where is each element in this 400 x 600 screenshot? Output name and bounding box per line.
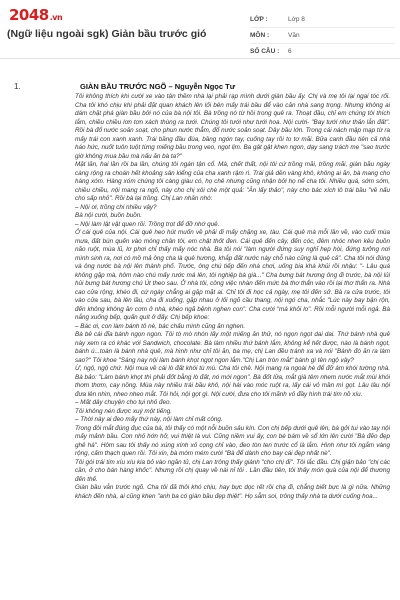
story-paragraph: – Nội ơi, trồng chi nhiều vậy? [75, 203, 157, 211]
document-header [0, 0, 400, 59]
story-paragraph: Mặt lăn, hai lần rồi ba lần, chúng tôi ngán tận cổ. Mà, chết thất, nội tôi cứ trồng mãi, trồng mãi, giàn bầu ngày càng rộng ra choán hết khoảng sân kiểng của cha xanh rậm rì. Trái giả dền vàng khô, không ai ăn, bà mang cho hàng xóm. Hàng xóm chúng tôi càng giàu có, họ chê nhưng cũng nhận bởi họ nể cha tôi. Nhiều quá, sớm sớm, chiều chiều, nội mang ra ngõ, này cho chị xôi chè một quả: "Ăn lấy thảo", này cho bác xích lô trái bầu "về nấu cho sấp nhỏ". Rồi bà lại trồng. Chị Lan nhăn nhó: [75, 161, 390, 202]
page-title: (Ngữ liệu ngoài sgk) Giản bầu trước gió [7, 28, 207, 40]
meta-key: SỐ CÂU : [250, 48, 280, 55]
meta-row-class [250, 12, 395, 28]
meta-value: Văn [288, 32, 300, 39]
story-paragraph: Bà bê cái đĩa bánh ngọn ngon. Tôi tò mò nhón lấy một miếng ăn thử, nó ngọn ngọt dai dai. Thứ bánh nhà quê này xem ra có khác với Sandwich, chocolate. Bà làm nhiều thứ bánh lắm, không kể hết được, nào là bánh ngọt, bánh ú...toàn là bánh nhà quê, mà hình như chỉ tôi ăn, ba mẹ, chị Lan đều tránh xa và nói "Bánh đó ăn ra làm sao?" Tôi khoe "Sáng nay nội làm bánh khọt ngọt ngon lắm."Chị Lan tròn mắt" bánh gì tên ngộ vậy? [75, 331, 390, 364]
question-number: 1. [14, 82, 21, 91]
story-paragraph: – Nội làm lật vật quen rồi. Trồng trọt để đỡ nhớ quê. [75, 220, 220, 228]
meta-row-subject [250, 28, 395, 44]
story-paragraph: Tôi không thích khi cười xe vào tận thềm nhà lại phải rạp mình dưới giàn bầu ấy. Chị và mẹ tôi lại ngại tóc rối. Cha tôi khó chịu khi phải đặt quan khách lên lối bên mấy trái bầu để vào căn nhà sang trọng. Nhưng không ai dám chặt phá giàn bầu bởi nó của bà nội tôi. Bà trồng nó từ hồi trong quê ra. Thoạt đầu, chỉ em chúng tôi thích lắm, chiều chiều lơn tơn xách thùng ra tưới. Chúng tôi tưới như tưới hoa. Nội cười- "Bay tưới như thản lẫn đất". Rồi bà đổ nước soản soạt, cho phun nước thẳm, đổ nước soản soạt. Dây bầu lớn. Trong cái nách mập mạp từ ra mấy trái con xanh xanh. Trái bầng đầu đùa, bầng ngón tay, cuống tay rồi to tơ mãi. Bữa canh đầu tiên cả nhà háo hức, nuốt tuôn tuột từng miếng bầu trong veo, ngọt lịm. Ba gật gật khen ngon, dạy sang trách mẹ "sao trước giờ không mua bầu mà nấu ăn bà ta?" [75, 93, 390, 160]
story-paragraph: Trong đôi mắt đúng đục của bà, tôi thấy có một nỗi buồn sâu kín. Con chị bếp dưới quê lên, bà gởi tui vào tay nội mấy mảnh bầu. Con nhỏ hớn hở, vui thiệt là vui. Cũng niềm vui ấy, con bé bám về sổ lớn lên cười "Bà đẽo đẹp ghê há". Hôm sau tôi thấy nó xúng xính xỏ cọng chỉ vào, đeo tòn ten trước cổ là lắm. Hình như tôi ngắm vàng rộng, cấm thạch quen rồi. Tôi xin, bà móm mém cười "Bà để dành cho bay cái đẹp nhất nè". [75, 424, 390, 457]
logo-text: 2048 [9, 6, 49, 24]
meta-value: 6 [288, 48, 292, 55]
meta-row-question-count [250, 44, 395, 59]
logo-suffix: .vn [49, 13, 63, 22]
meta-key: MÔN : [250, 32, 270, 39]
question-content [0, 70, 400, 600]
story-paragraph: – Bác ơi, con làm bánh tô nè, bác chấu mình cũng ăn nghen. [75, 322, 246, 330]
story-paragraph: – Thời này ai đeo mấy thứ này, nội làm chỉ mất công. [75, 416, 223, 423]
story-paragraph: Tôi không nén được xuý một tiếng. [75, 407, 173, 415]
story-paragraph: Ừ, ngộ, ngộ chứ. Nội mua về cái lò đất khói tù mù. Cha tôi chê. Nội mang ra ngoài hè để đỡ ám khói tường nhà. Bà bảo: "Làm bánh khọt thì phải đốt bằng lò đất, nó mới ngon". Bà đốt lửa, mắt già têm nhem nước mắt mùi khói thơm thơm, cay nồng. Mùa này nhiều trái bầu khô, nội hái vào móc ruột ra, lấy cái vỏ mần mì gọt. Lâu lâu nội đưa lên nhìn, nheo nheo mắt. Tôi hỏi, nội gọt gì. Nội cười, đưa cho tôi mãnh vỏ đầy hình trái tim nồ xíu. [75, 365, 390, 398]
story-paragraph: Tôi gói trái tim xíu xíu kia bỏ vào ngăn tủ, chị Lan trông thấy giành "cho chị đi". Tôi lắc đầu. Chị giận bảo "chị các cần, ở cho bán hàng khốc". Nhưng rồi chị quay về nài nỉ tôi . Lần đầu tiên, tôi thấy món quà của nội để thương đến thế. [75, 458, 390, 483]
site-logo[interactable] [9, 6, 62, 24]
story-title: GIÀN BẦU TRƯỚC NGÕ – Nguyễn Ngọc Tư [80, 82, 236, 91]
story-paragraph: Giàn bầu vẫn trước ngõ. Cha tôi đã thôi khó chịu, hay bực dọc rết rồi chạ đi, chẳng biết bực là gì nữa. Những khách đến nhà, ai cũng khen "anh ba có giàn bầu đẹp thiệt". Họ sẵm soi, trông thấy nhà ta dưới cuống hoa... [75, 484, 390, 500]
meta-value: Lớp 8 [288, 16, 305, 23]
meta-table [250, 12, 395, 59]
story-text [75, 93, 390, 501]
meta-key: LỚP : [250, 16, 268, 23]
story-paragraph: Ở cái quê của nội. Cái quê heo hút muốn về phải đi mấy chặng xe, tàu. Cái quê mà mỗi lần về, vào cuối mùa mưa, đất bùn quến vào móng chân tôi, em chật thốt đen. Cái quê đến cây, đến cóc, đêm nhóc nhen kêu buồn não ruột, mùa lũ, lơ phơi chỉ thấy mấy nóc nhà. Ba tôi nói "làm người đứng suy nghĩ hẹp hòi, đứng tưởng nơi mình sinh ra, nơi có mồ mả ông cha là quê hương, khắp đất nước này chỗ nào cũng là quê cả". Cha tôi nói đúng và ông nước bà nội lên thành phố. Trước, ông chú tiếp đến nhà chơi, uống bia khá khủi rồi nhậu: "- Lâu quá không gặp mà, hôm nào chú mấy rước má lên, tôi nghiệp bà già..." Cha bưng bát hương ông đi trước, bà nội lủi hủi bưng bát hương chú Út theo sau. Ở nhà tôi, công việc nhàn đến mức bà thơ thẩn vào rồi lại thơ thẩn ra. Nhà cao cửa rộng, khéo đi, cứ ngày chẳng ai gặp mặt ai. Chỉ tôi đi học cả ngày, mẹ tôi đến sở. Bà ra cửa trước, tôi vào cửa sau, bà lên lầu, cha đi xuống, gặp nhau ở lối ngõ cầu thang, nội ngó cha, nhắc "Lúc này bay bận rộn, đến không không ăn cơm ở nhà, khéo ngã bệnh nghen con". Cha cười "má khỏi lo". Rồi mỗi người mỗi ngả. Bà nắng xuống bếp, quấn quít ở đấy. Chị bếp khoe: [75, 229, 390, 321]
story-paragraph: – Mất dây chuyện cho tụi nhỏ đeo. [75, 399, 172, 406]
story-paragraph: Bà nội cười, buồn buồn. [75, 212, 142, 219]
